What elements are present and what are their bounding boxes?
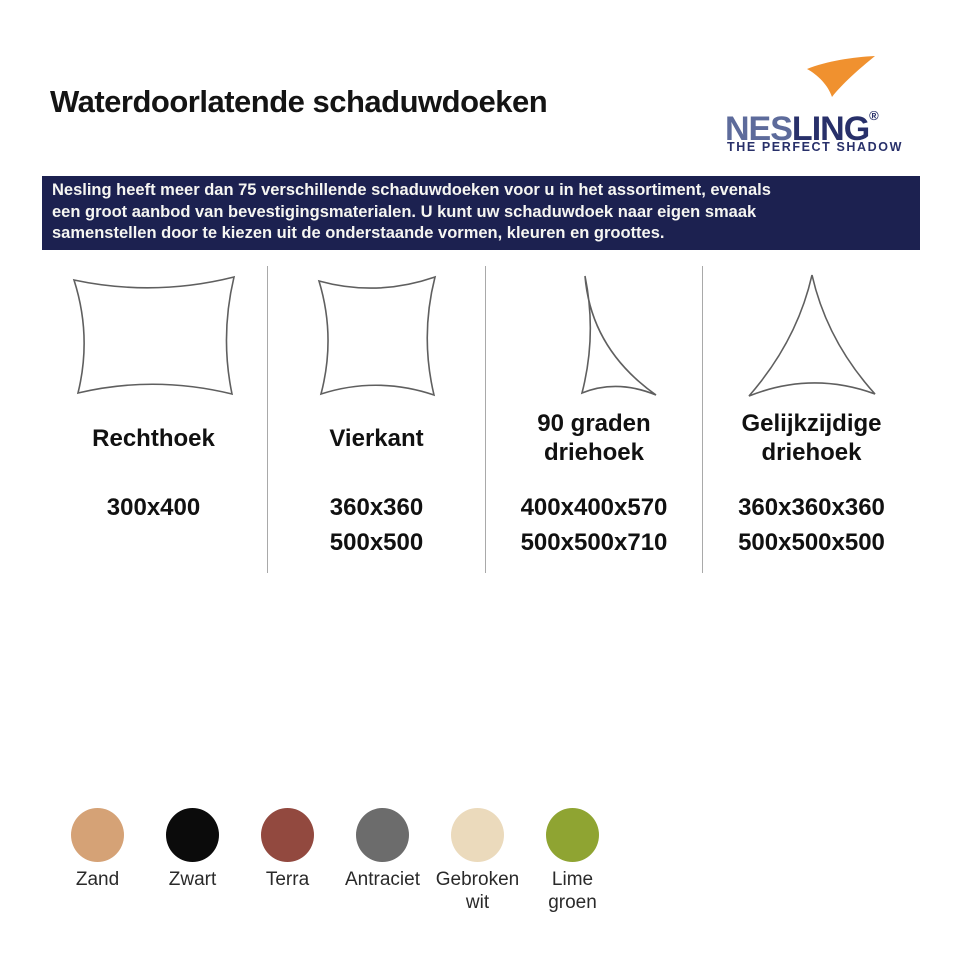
swatch-label: Terra (265, 869, 310, 890)
shape-sizes (107, 490, 200, 525)
brand-nes: NES (725, 110, 792, 148)
shape-label-line: driehoek (543, 439, 644, 466)
size-value: 300x400 (106, 494, 201, 521)
color-dot-zand (71, 808, 124, 862)
equilateral-triangle-sail-icon (746, 272, 878, 400)
swatch-label: Gebroken wit (435, 869, 520, 913)
size-value: 500x500x710 (520, 529, 668, 556)
shape-label (92, 400, 215, 476)
nesling-logo (725, 52, 925, 157)
banner-text-line: Nesling heeft meer dan 75 verschillende schaduwdoeken voor u in het assortiment, evenals (52, 181, 771, 199)
shape-label (537, 400, 650, 476)
intro-banner (42, 176, 920, 250)
shape-label-line: Gelijkzijdige (741, 410, 882, 437)
color-dot-zwart (166, 808, 219, 862)
size-value: 400x400x570 (520, 494, 668, 521)
color-dot-terra (261, 808, 314, 862)
shape-label-line: driehoek (761, 439, 862, 466)
shape-options-grid (40, 266, 920, 573)
size-value: 360x360x360 (738, 494, 885, 521)
size-value: 500x500 (329, 529, 424, 556)
shape-column-gelijkzijdige-driehoek (703, 266, 920, 573)
shape-sizes (521, 490, 668, 560)
color-dot-antraciet (356, 808, 409, 862)
shape-column-90-graden-driehoek (486, 266, 703, 573)
swatch-label: Antraciet (345, 869, 420, 890)
shape-label-line: Vierkant (329, 424, 424, 452)
swatch-zand (50, 808, 145, 914)
shape-column-rechthoek (40, 266, 268, 573)
shape-label (329, 400, 423, 476)
shape-label (741, 400, 881, 476)
swatch-lime-groen (525, 808, 620, 914)
shape-label-line: Rechthoek (92, 424, 215, 452)
color-swatch-row (50, 808, 620, 914)
swatch-label: Zwart (168, 869, 217, 890)
orange-sail-icon (805, 56, 877, 98)
shape-label-line: 90 graden (537, 410, 651, 437)
shape-column-vierkant (268, 266, 486, 573)
shape-sizes (330, 490, 423, 560)
rectangle-sail-icon (70, 272, 238, 400)
registered-trademark-icon: ® (869, 108, 879, 123)
swatch-gebroken-wit (430, 808, 525, 914)
shape-sizes (738, 490, 885, 560)
color-dot-gebroken-wit (451, 808, 504, 862)
swatch-zwart (145, 808, 240, 914)
swatch-label: Lime groen (548, 869, 597, 913)
size-value: 500x500x500 (738, 529, 885, 556)
page-title: Waterdoorlatende schaduwdoeken (50, 84, 548, 119)
brand-tagline: THE PERFECT SHADOW (727, 140, 904, 154)
right-triangle-sail-icon (529, 272, 659, 400)
banner-text-line: samenstellen door te kiezen uit de onderstaande vormen, kleuren en groottes. (52, 224, 665, 242)
size-value: 360x360 (329, 494, 424, 521)
swatch-terra (240, 808, 335, 914)
swatch-antraciet (335, 808, 430, 914)
color-dot-lime-groen (546, 808, 599, 862)
banner-text-line: een groot aanbod van bevestigingsmaterialen. U kunt uw schaduwdoek naar eigen smaak (52, 202, 757, 221)
brand-ling: LING (791, 110, 870, 148)
square-sail-icon (314, 272, 440, 400)
swatch-label: Zand (75, 869, 120, 890)
